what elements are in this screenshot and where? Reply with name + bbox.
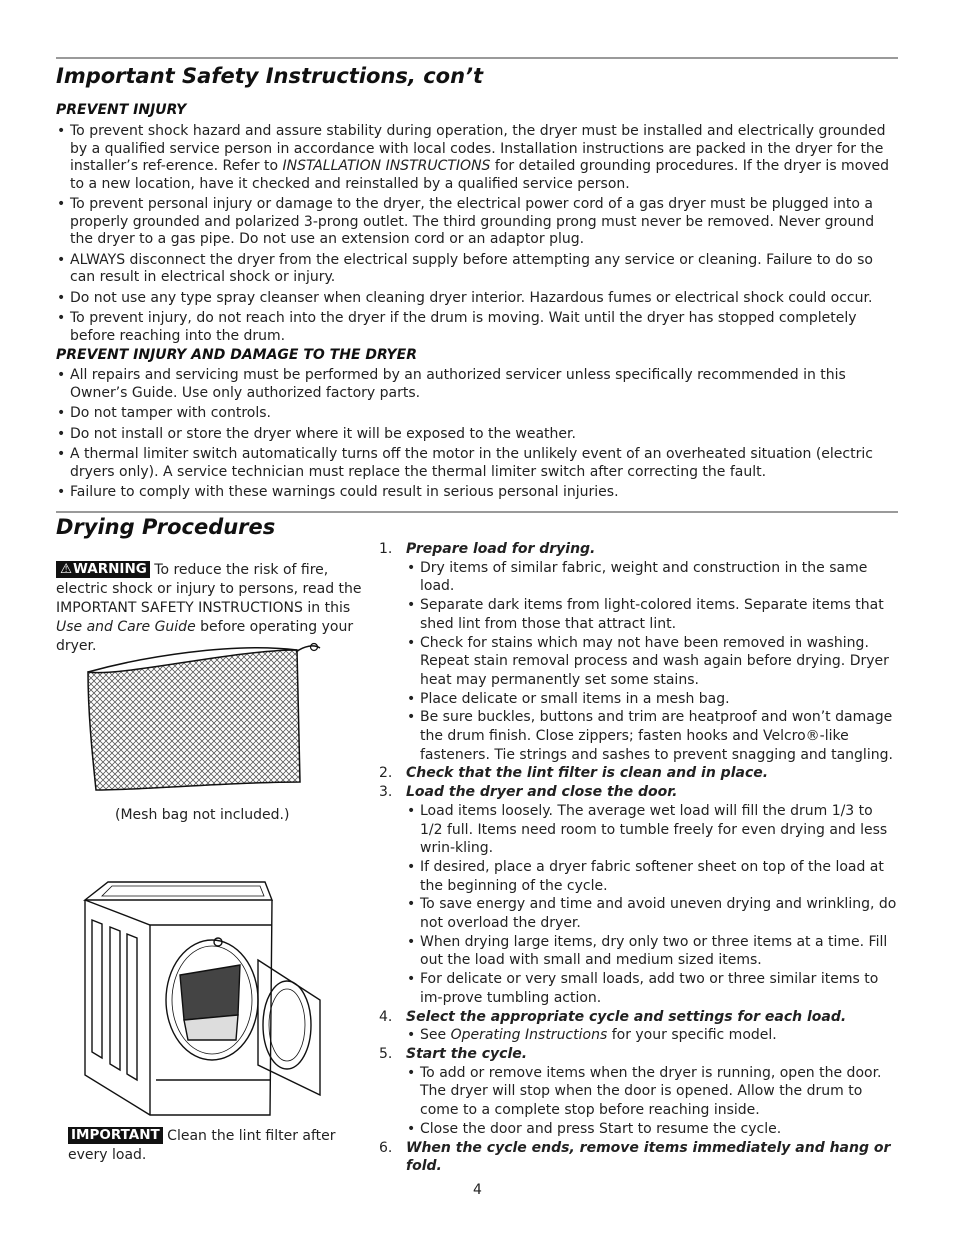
step-title: Prepare load for drying.: [406, 541, 596, 557]
list-item: • Close the door and press Start to resume the cycle.: [406, 1120, 899, 1139]
list-item: • To prevent personal injury or damage to the dryer, the electrical power cord of a gas dryer must be plugged into a properly grounded and polarized 3-prong outlet. The third grounding prong must never be removed. Never ground the dryer to a gas pipe. Do not use an extension cord or an adaptor plug.: [56, 196, 898, 249]
list-item: • When drying large items, dry only two or three items at a time. Fill out the load with small and medium sized items.: [406, 933, 899, 970]
prevent-damage-list: [56, 367, 898, 505]
step-number: 1.: [379, 541, 393, 557]
step-number: 4.: [379, 1008, 393, 1025]
step-number: 3.: [379, 784, 393, 801]
list-item: • To save energy and time and avoid uneven drying and wrinkling, do not overload the dryer.: [406, 895, 899, 932]
step-title: Check that the lint filter is clean and in place.: [406, 765, 769, 782]
step-number: 5.: [379, 1045, 393, 1062]
list-item: • To add or remove items when the dryer is running, open the door. The dryer will stop when the door is opened. Allow the drum to come to a complete stop before reaching inside.: [406, 1064, 899, 1120]
list-item: • Failure to comply with these warnings could result in serious personal injuries.: [56, 484, 898, 502]
step-item: [379, 764, 899, 783]
step-item: [379, 1008, 899, 1045]
step-item: [379, 1045, 899, 1139]
list-item: • A thermal limiter switch automatically turns off the motor in the unlikely event of an overheated situation (electric dryers only). A service technician must replace the thermal limiter switch after correcting the fault.: [56, 446, 898, 481]
heading-prevent-injury: PREVENT INJURY: [56, 102, 187, 118]
dryer-illustration: [80, 880, 325, 1120]
step-item: [379, 783, 899, 1007]
list-item: • Do not use any type spray cleanser when cleaning dryer interior. Hazardous fumes or electrical shock could occur.: [56, 290, 898, 308]
list-item: • For delicate or very small loads, add two or three similar items to im-prove tumbling action.: [406, 970, 899, 1007]
warning-guide-name: Use and Care Guide: [56, 619, 196, 635]
section-title-drying: Drying Procedures: [56, 515, 276, 539]
heading-prevent-damage: PREVENT INJURY AND DAMAGE TO THE DRYER: [56, 347, 417, 363]
list-item: • Dry items of similar fabric, weight and construction in the same load.: [406, 559, 899, 596]
step-title: Select the appropriate cycle and settings for each load.: [406, 1008, 847, 1025]
step-item: [379, 540, 899, 764]
step-number: 6.: [379, 1139, 393, 1156]
list-item: • See Operating Instructions for your specific model.: [406, 1026, 899, 1045]
important-notice: [68, 1127, 358, 1165]
warning-triangle-icon: ⚠: [59, 561, 73, 577]
section-rule: [56, 511, 898, 513]
step-title: When the cycle ends, remove items immediately and hang or fold.: [406, 1139, 891, 1175]
step-number: 2.: [379, 765, 393, 782]
important-badge: IMPORTANT: [68, 1127, 163, 1144]
step-title: Start the cycle.: [406, 1045, 528, 1062]
list-item: • Do not tamper with controls.: [56, 405, 898, 423]
step-bullets: [406, 1026, 899, 1045]
list-item: • Place delicate or small items in a mesh bag.: [406, 690, 899, 709]
step-title: Load the dryer and close the door.: [406, 784, 678, 801]
list-item: • ALWAYS disconnect the dryer from the electrical supply before attempting any service or cleaning. Failure to do so can result in electrical shock or injury.: [56, 252, 898, 287]
step-bullets: [406, 1064, 899, 1139]
list-item: • If desired, place a dryer fabric softener sheet on top of the load at the beginning of the cycle.: [406, 858, 899, 895]
list-item: • Be sure buckles, buttons and trim are heatproof and won’t damage the drum finish. Close zippers; fasten hooks and Velcro®-like fasteners. Tie strings and sashes to prevent snagging and tangling.: [406, 708, 899, 764]
step-item: [379, 1139, 899, 1176]
list-item: • All repairs and servicing must be performed by an authorized servicer unless specifically recommended in this Owner’s Guide. Use only authorized factory parts.: [56, 367, 898, 402]
prevent-injury-list: [56, 123, 898, 348]
section-title-safety: Important Safety Instructions, con’t: [56, 64, 484, 88]
top-rule: [56, 57, 898, 59]
list-item: • Do not install or store the dryer where it will be exposed to the weather.: [56, 426, 898, 444]
list-item: • Check for stains which may not have been removed in washing. Repeat stain removal process and wash again before drying. Dryer heat may permanently set some stains.: [406, 634, 899, 690]
step-bullets: [406, 559, 899, 765]
drying-steps: [379, 540, 899, 1176]
warning-text-end: before operating your dryer.: [56, 619, 354, 654]
warning-badge: ⚠WARNING: [56, 561, 150, 578]
page-number: 4: [473, 1182, 482, 1198]
important-text: Clean the lint filter after every load.: [68, 1128, 336, 1163]
list-item: • Separate dark items from light-colored items. Separate items that shed lint from those that attract lint.: [406, 596, 899, 633]
list-item: • Load items loosely. The average wet load will fill the drum 1/3 to 1/2 full. Items need room to tumble freely for even drying and less wrin-kling.: [406, 802, 899, 858]
list-item: • To prevent injury, do not reach into the dryer if the drum is moving. Wait until the dryer has stopped completely before reaching into the drum.: [56, 310, 898, 345]
warning-text: To reduce the risk of fire, electric shock or injury to persons, read the IMPORTANT SAFETY INSTRUCTIONS in this: [56, 562, 362, 616]
mesh-bag-caption: (Mesh bag not included.): [115, 807, 290, 823]
mesh-bag-illustration: [82, 642, 322, 792]
step-bullets: [406, 802, 899, 1008]
list-item: • To prevent shock hazard and assure stability during operation, the dryer must be installed and electrically grounded by a qualified service person in accordance with local codes. Installation instructions are packed in the dryer for the installer’s ref-erence. Refer to INSTALLATION INSTRUCTIONS for detailed grounding procedures. If the dryer is moved to a new location, have it checked and reinstalled by a qualified service person.: [56, 123, 898, 193]
